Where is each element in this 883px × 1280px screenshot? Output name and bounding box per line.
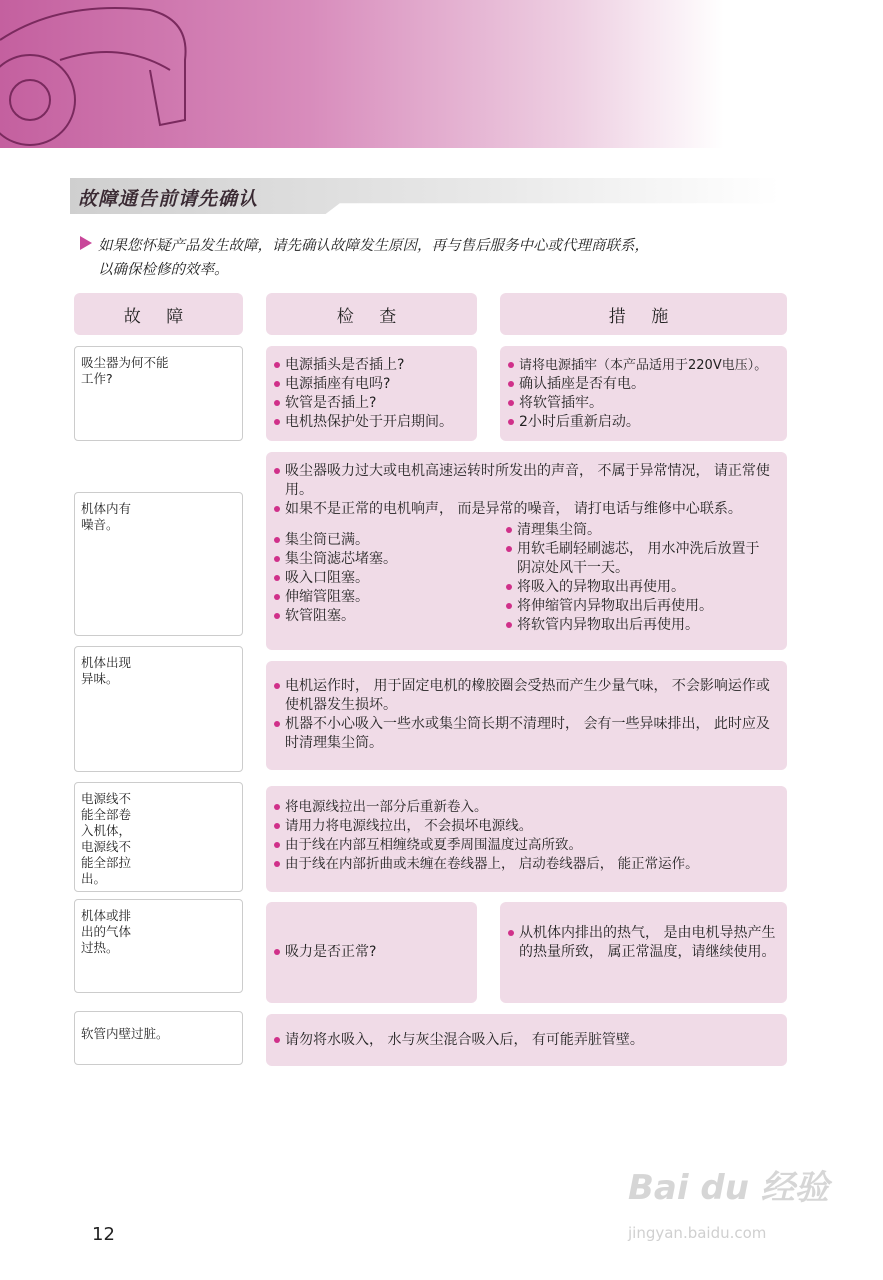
symptom-text: 吸尘器为何不能工作? bbox=[81, 355, 169, 386]
check-cell bbox=[266, 346, 477, 441]
vacuum-illustration-icon bbox=[0, 0, 200, 148]
list-item: 请勿将水吸入， 水与灰尘混合吸入后， 有可能弄脏管壁。 bbox=[274, 1031, 644, 1050]
check-cell bbox=[266, 902, 477, 1003]
symptom-text: 机体或排出的气体过热。 bbox=[81, 908, 132, 955]
list-item: 确认插座是否有电。 bbox=[508, 375, 779, 394]
list-item: 由于线在内部折曲或未缠在卷线器上， 启动卷线器后， 能正常运作。 bbox=[274, 855, 779, 874]
list-item: 集尘筒滤芯堵塞。 bbox=[274, 550, 490, 569]
action-cell bbox=[500, 346, 787, 441]
list-item: 2小时后重新启动。 bbox=[508, 413, 779, 432]
list-item: 请将电源插牢（本产品适用于220V电压）。 bbox=[508, 356, 779, 375]
symptom-text: 电源线不能全部卷入机体，电源线不能全部拉出。 bbox=[81, 791, 132, 886]
intro-line: 如果您怀疑产品发生故障，请先确认故障发生原因，再与售后服务中心或代理商联系， bbox=[98, 238, 649, 254]
list-item: 集尘筒已满。 bbox=[274, 531, 490, 550]
symptom-cell bbox=[74, 899, 243, 993]
arrow-icon bbox=[80, 236, 92, 250]
symptom-cell bbox=[74, 1011, 243, 1065]
intro-line: 以确保检修的效率。 bbox=[98, 262, 229, 278]
list-item: 清理集尘筒。 bbox=[506, 521, 770, 540]
intro-text bbox=[98, 234, 649, 282]
page-number: 12 bbox=[92, 1224, 115, 1245]
list-item: 将伸缩管内异物取出后再使用。 bbox=[506, 597, 770, 616]
header-action: 措 施 bbox=[500, 293, 787, 335]
merged-cell bbox=[266, 452, 787, 650]
page-title: 故障通告前请先确认 bbox=[78, 188, 259, 210]
list-item: 请用力将电源线拉出， 不会损坏电源线。 bbox=[274, 817, 779, 836]
list-item: 伸缩管阻塞。 bbox=[274, 588, 490, 607]
symptom-cell bbox=[74, 782, 243, 892]
list-item: 将软管插牢。 bbox=[508, 394, 779, 413]
header-banner bbox=[0, 0, 883, 148]
header-check: 检 查 bbox=[266, 293, 477, 335]
symptom-cell bbox=[74, 346, 243, 441]
list-item: 将软管内异物取出后再使用。 bbox=[506, 616, 770, 635]
list-item: 机器不小心吸入一些水或集尘筒长期不清理时， 会有一些异味排出， 此时应及时清理集尘筒。 bbox=[274, 715, 779, 753]
list-item: 用软毛刷轻刷滤芯， 用水冲洗后放置于阴凉处风干一天。 bbox=[506, 540, 770, 578]
symptom-text: 软管内壁过脏。 bbox=[81, 1026, 169, 1041]
list-item: 吸力是否正常? bbox=[274, 943, 376, 962]
merged-cell bbox=[266, 661, 787, 770]
list-item: 吸入口阻塞。 bbox=[274, 569, 490, 588]
list-item: 吸尘器吸力过大或电机高速运转时所发出的声音， 不属于异常情况， 请正常使用。 bbox=[274, 462, 779, 500]
list-item: 电源插头是否插上? bbox=[274, 356, 469, 375]
symptom-text: 机体出现异味。 bbox=[81, 655, 132, 686]
action-cell bbox=[500, 902, 787, 1003]
list-item: 电机运作时， 用于固定电机的橡胶圈会受热而产生少量气味， 不会影响运作或使机器发生损坏。 bbox=[274, 677, 779, 715]
list-item: 将电源线拉出一部分后重新卷入。 bbox=[274, 798, 779, 817]
symptom-text: 机体内有噪音。 bbox=[81, 501, 132, 532]
merged-cell bbox=[266, 1014, 787, 1066]
list-item: 软管阻塞。 bbox=[274, 607, 490, 626]
list-item: 如果不是正常的电机响声， 而是异常的噪音， 请打电话与维修中心联系。 bbox=[274, 500, 779, 519]
list-item: 由于线在内部互相缠绕或夏季周围温度过高所致。 bbox=[274, 836, 779, 855]
list-item: 从机体内排出的热气， 是由电机导热产生的热量所致， 属正常温度，请继续使用。 bbox=[508, 924, 779, 962]
watermark-logo: Bai du 经验 bbox=[628, 1168, 829, 1208]
list-item: 电源插座有电吗? bbox=[274, 375, 469, 394]
list-item: 软管是否插上? bbox=[274, 394, 469, 413]
header-symptom: 故 障 bbox=[74, 293, 243, 335]
symptom-cell bbox=[74, 492, 243, 636]
merged-cell bbox=[266, 786, 787, 892]
list-item: 电机热保护处于开启期间。 bbox=[274, 413, 469, 432]
list-item: 将吸入的异物取出再使用。 bbox=[506, 578, 770, 597]
symptom-cell bbox=[74, 646, 243, 772]
watermark-url: jingyan.baidu.com bbox=[628, 1224, 767, 1242]
